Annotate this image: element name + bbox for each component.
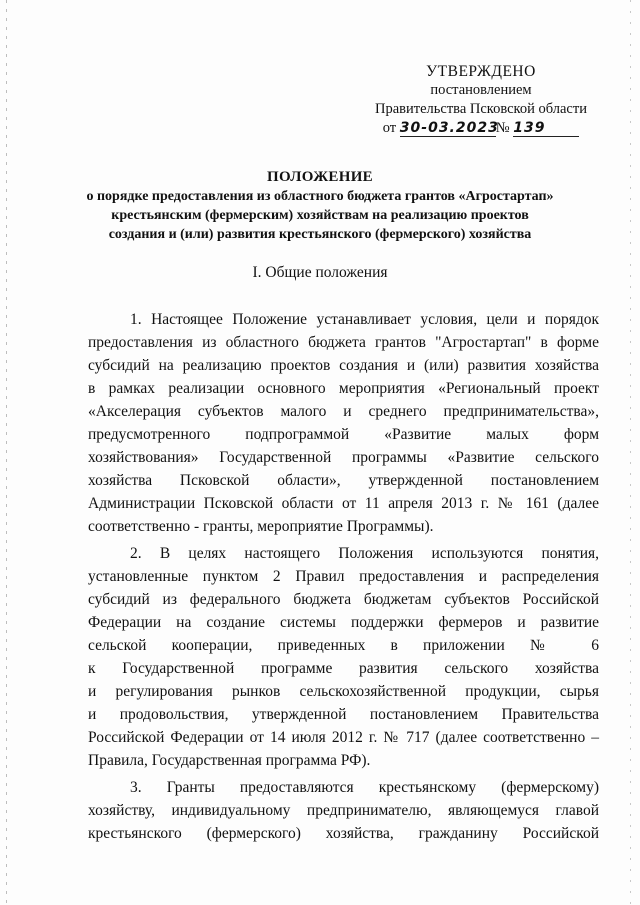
body-text-line: установленные пунктом 2 Правил предоставления и распределения — [88, 568, 599, 585]
date-prefix: от — [382, 120, 397, 136]
scan-edge-right — [630, 0, 631, 905]
handwritten-number: 139 — [513, 121, 579, 137]
body-text-line: Российской Федерации от 14 июля 2012 г. № 717 (далее соответственно – — [88, 729, 599, 746]
body-text-line: хозяйства Псковской области», утвержденной постановлением — [88, 472, 599, 489]
body-text-line: хозяйствования» Государственной программы «Развитие сельского — [88, 449, 599, 466]
body-text-line: соответственно - гранты, мероприятие Программы). — [88, 518, 434, 535]
section-heading: I. Общие положения — [252, 264, 388, 281]
approval-stamp-block — [360, 62, 602, 138]
body-text-line: и регулирования рынков сельскохозяйственной продукции, сырья — [88, 683, 599, 700]
body-text-line: крестьянского (фермерского) хозяйства, гражданину Российской — [88, 825, 599, 842]
body-text-line: Федерации на создание системы поддержки фермеров и развитие — [88, 614, 599, 631]
body-text-line: субсидий на реализацию проектов создания и (или) развития хозяйства — [88, 357, 599, 374]
body-text-line: хозяйству, индивидуальному предпринимателю, являющемуся главой — [88, 802, 599, 819]
handwritten-date: 30-03.2023 — [399, 120, 499, 136]
body-text-line: 3. Гранты предоставляются крестьянскому (фермерскому) — [130, 779, 599, 796]
approval-header: УТВЕРЖДЕНО — [426, 63, 536, 80]
approval-date-line — [360, 119, 602, 138]
body-text-line: «Акселерация субъектов малого и среднего предпринимательства», — [88, 403, 599, 420]
document-subtitle-line: крестьянским (фермерским) хозяйствам на реализацию проектов — [111, 208, 529, 223]
number-prefix: № — [495, 120, 510, 136]
document-title-block — [50, 168, 590, 244]
body-text-line: Администрации Псковской области от 11 апреля 2013 г. № 161 (далее — [88, 495, 599, 512]
body-text-line: субсидий из федерального бюджета бюджетам субъектов Российской — [88, 591, 599, 608]
body-text-line: в рамках реализации основного мероприятия «Региональный проект — [88, 380, 599, 397]
approval-line-1: постановлением — [430, 82, 532, 98]
body-text-line: предоставления из областного бюджета грантов "Агростартап" в форме — [88, 334, 599, 351]
scan-edge-left — [6, 0, 7, 905]
body-text-line: сельской кооперации, приведенных в приложении № 6 — [88, 637, 599, 654]
body-text-line: Правила, Государственная программа РФ). — [88, 752, 371, 769]
body-text-line: 1. Настоящее Положение устанавливает условия, цели и порядок — [130, 311, 599, 328]
body-text-line: предусмотренного подпрограммой «Развитие малых форм — [88, 426, 599, 443]
approval-line-2: Правительства Псковской области — [375, 101, 587, 117]
body-text-line: к Государственной программе развития сельского хозяйства — [88, 660, 599, 677]
document-subtitle-line: создания и (или) развития крестьянского (фермерского) хозяйства — [108, 227, 532, 242]
body-text-line: и продовольствия, утвержденной постановлением Правительства — [88, 706, 599, 723]
document-title: ПОЛОЖЕНИЕ — [267, 169, 373, 185]
body-text-line: 2. В целях настоящего Положения используются понятия, — [130, 545, 599, 562]
document-subtitle-line: о порядке предоставления из областного бюджета грантов «Агростартап» — [86, 189, 554, 204]
